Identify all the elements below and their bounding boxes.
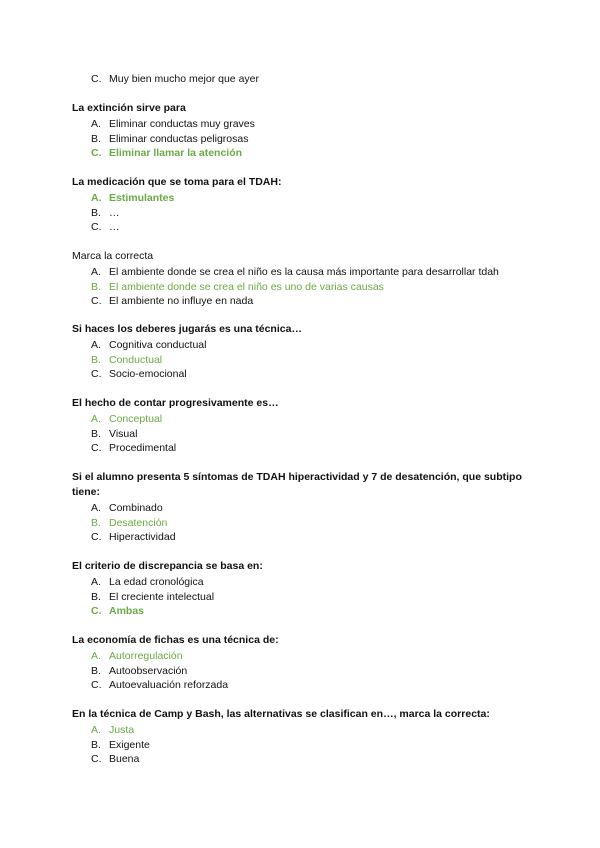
option-text: Conceptual bbox=[109, 413, 163, 425]
question-title: La economía de fichas es una técnica de: bbox=[72, 634, 279, 646]
question-6 bbox=[72, 470, 530, 545]
option-c bbox=[91, 294, 530, 309]
option-letter: C. bbox=[91, 221, 102, 234]
question-5 bbox=[72, 396, 530, 456]
option-text: Socio-emocional bbox=[109, 368, 187, 381]
option-text: Conductual bbox=[109, 353, 163, 366]
option-letter: B. bbox=[91, 590, 101, 603]
question-title: La extinción sirve para bbox=[72, 102, 186, 114]
option-a-correct bbox=[91, 412, 530, 427]
option-a bbox=[91, 338, 530, 353]
option-letter: B. bbox=[91, 206, 101, 219]
question-title: Marca la correcta bbox=[72, 250, 154, 262]
option-c-correct bbox=[91, 146, 530, 161]
question-9 bbox=[72, 707, 530, 767]
option-letter: B. bbox=[91, 427, 101, 440]
option-b bbox=[91, 132, 530, 147]
question-2 bbox=[72, 175, 530, 235]
option-letter: A. bbox=[91, 576, 101, 588]
question-title: El hecho de contar progresivamente es… bbox=[72, 397, 279, 409]
option-letter: A. bbox=[91, 724, 101, 736]
option-a-correct bbox=[91, 723, 530, 738]
option-text: Visual bbox=[109, 427, 138, 440]
option-a-correct bbox=[91, 649, 530, 664]
option-a bbox=[91, 575, 530, 590]
option-letter: C. bbox=[91, 442, 102, 455]
option-text: Hiperactividad bbox=[109, 531, 176, 544]
option-c bbox=[91, 220, 530, 235]
option-letter: B. bbox=[91, 738, 101, 751]
question-title: La medicación que se toma para el TDAH: bbox=[72, 176, 282, 188]
option-b bbox=[91, 738, 530, 753]
question-title: En la técnica de Camp y Bash, las alternativas se clasifican en…, marca la correcta: bbox=[72, 708, 490, 720]
option-c bbox=[91, 367, 530, 382]
option-text: Estimulantes bbox=[109, 192, 175, 204]
option-text: Cognitiva conductual bbox=[109, 339, 207, 351]
option-text: Eliminar llamar la atención bbox=[109, 147, 243, 160]
option-b bbox=[91, 590, 530, 605]
option-text: Combinado bbox=[109, 502, 163, 514]
option-letter: B. bbox=[91, 664, 101, 677]
option-a bbox=[91, 117, 530, 132]
option-text: El ambiente no influye en nada bbox=[109, 295, 254, 308]
option-b bbox=[91, 206, 530, 221]
option-letter: C. bbox=[91, 605, 102, 618]
option-text: El ambiente donde se crea el niño es uno de varias causas bbox=[109, 280, 384, 293]
option-letter: C. bbox=[91, 531, 102, 544]
option-letter: B. bbox=[91, 516, 101, 529]
option-text: Procedimental bbox=[109, 442, 177, 455]
question-title: El criterio de discrepancia se basa en: bbox=[72, 560, 263, 572]
option-text: La edad cronológica bbox=[109, 576, 204, 588]
question-4 bbox=[72, 322, 530, 382]
option-b-correct bbox=[91, 353, 530, 368]
option-text: Eliminar conductas peligrosas bbox=[109, 132, 249, 145]
option-a-correct bbox=[91, 191, 530, 206]
option-letter: A. bbox=[91, 502, 101, 514]
option-b bbox=[91, 664, 530, 679]
option-c bbox=[91, 441, 530, 456]
option-letter: C. bbox=[91, 679, 102, 692]
question-8 bbox=[72, 633, 530, 693]
option-c bbox=[91, 678, 530, 693]
option-text: … bbox=[109, 221, 120, 234]
option-letter: A. bbox=[91, 266, 101, 278]
option-letter: C. bbox=[91, 368, 102, 381]
option-text: Eliminar conductas muy graves bbox=[109, 118, 255, 130]
option-letter: B. bbox=[91, 132, 101, 145]
question-title: Si haces los deberes jugarás es una técnica… bbox=[72, 323, 302, 335]
question-title: Si el alumno presenta 5 síntomas de TDAH hiperactividad y 7 de desatención, que subtipo tiene: bbox=[72, 471, 522, 498]
option-text: Autoevaluación reforzada bbox=[109, 679, 229, 692]
option-c bbox=[91, 530, 530, 545]
option-text: … bbox=[109, 206, 120, 219]
option-a bbox=[91, 265, 530, 280]
option-text: Buena bbox=[109, 753, 140, 766]
option-text: Justa bbox=[109, 724, 135, 736]
option-a bbox=[91, 501, 530, 516]
option-letter: A. bbox=[91, 339, 101, 351]
option-text: Autorregulación bbox=[109, 650, 183, 662]
question-3 bbox=[72, 249, 530, 309]
option-letter: A. bbox=[91, 118, 101, 130]
option-c-correct bbox=[91, 604, 530, 619]
option-text: Desatención bbox=[109, 516, 168, 529]
option-letter: C. bbox=[91, 295, 102, 308]
option-letter: C. bbox=[91, 73, 102, 85]
option-text: Ambas bbox=[109, 605, 145, 618]
option-text: El ambiente donde se crea el niño es la causa más importante para desarrollar tdah bbox=[109, 266, 499, 278]
option-text: Muy bien mucho mejor que ayer bbox=[109, 73, 259, 85]
question-7 bbox=[72, 559, 530, 619]
option-letter: B. bbox=[91, 280, 101, 293]
option-b bbox=[91, 427, 530, 442]
option-letter: A. bbox=[91, 413, 101, 425]
option-letter: A. bbox=[91, 650, 101, 662]
question-1 bbox=[72, 101, 530, 161]
option-text: Exigente bbox=[109, 738, 150, 751]
option-b-correct bbox=[91, 516, 530, 531]
option-letter: C. bbox=[91, 753, 102, 766]
option-b-correct bbox=[91, 280, 530, 295]
option-letter: B. bbox=[91, 353, 101, 366]
option-continuation bbox=[91, 73, 259, 85]
option-c bbox=[91, 752, 530, 767]
option-letter: C. bbox=[91, 147, 102, 160]
option-letter: A. bbox=[91, 192, 102, 204]
option-text: Autoobservación bbox=[109, 664, 188, 677]
option-text: El creciente intelectual bbox=[109, 590, 215, 603]
